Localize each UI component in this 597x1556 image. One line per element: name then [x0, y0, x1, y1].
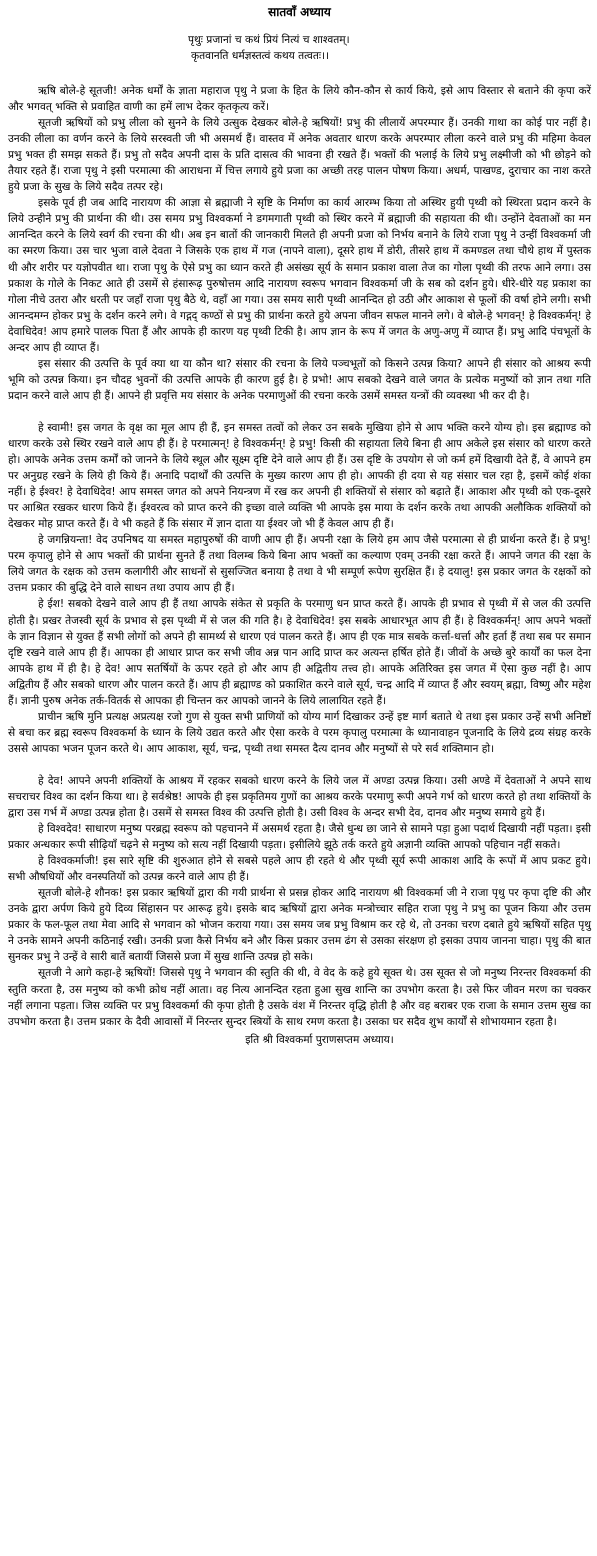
paragraph-3: इसके पूर्व ही जब आदि नारायण की आज्ञा से ब्रह्माजी ने सृष्टि के निर्माण का कार्य आरम्भ किया तो अस्थिर हुयी पृथ्वी को स्थिरता प्रदान करने के लिये उन्हीने प्रभु की प्रार्थना की थी। उस समय प्रभु विश्वकर्मा ने डगमगाती पृथ्वी को स्थिर करने में ब्रह्माजी की सहायता की थी। उन्होंने देवताओं का मन आनन्दित करने के लिये स्वर्ग की रचना की थी। अब इन बातों की जानकारी मिलते ही अपनी प्रजा को निर्भय बनाने के लिये राजा पृथु ने उन्हीं विश्वकर्मा जी का स्मरण किया। उस चार भुजा वाले देवता ने जिसके एक हाथ में गज (नापने वाला), दूसरे हाथ में डोरी, तीसरे हाथ में कमण्डल तथा चौथे हाथ में पुस्तक थी और शरीर पर यज्ञोपवीत था। राजा पृथु के ऐसे प्रभु का ध्यान करते ही असंख्य सूर्य के समान प्रकाश वाला तेज का गोला पृथ्वी की तरफ आने लगा। उस प्रकाश के गोले के निकट आते ही उसमें से हंसारूढ़ पुरुषोत्तम आदि नारायण स्वरूप भगवान विश्वकर्मा जी के सब को दर्शन हुये। धीरे-धीरे यह प्रकाश का गोला नीचे उतरा और धरती पर जहाँ राजा पृथु बैठे थे, वहाँ आ गया। उस समय सारी पृथ्वी आनन्दित हो उठी और आकाश से फूलों की वर्षा होने लगी। सभी आनन्दमग्न होकर प्रभु के दर्शन करने लगे। वे गद्गद् कण्ठों से प्रभु की प्रार्थना करते हुये अपना जीवन सफल मानने लगे। वे बोले-हे भगवन्! हे विश्वकर्मन्! हे देवाधिदेव! आप हमारे पालक पिता हैं और आपके ही कारण यह पृथ्वी टिकी है। आप ज्ञान के रूप में जगत के अणु-अणु में व्याप्त हैं। प्रभु आदि पंचभूतों के अन्दर आप ही व्याप्त हैं। [8, 197, 591, 354]
chapter-title: सातवाँ अध्याय [268, 5, 331, 19]
verse-line-1: पृथुः प्रजानां च कथं प्रियं नित्यं च शाश्वतम्। [188, 34, 350, 46]
verse-line-2: कृतवानति धर्मज्ञस्तत्वं कथय तत्वतः।। [191, 50, 330, 62]
sanskrit-verse [8, 32, 591, 64]
paragraph-5: हे स्वामी! इस जगत के वृक्ष का मूल आप ही हैं, इन समस्त तत्वों को लेकर उन सबके मुखिया होने से आप भक्ति करने योग्य हो। इस ब्रह्माण्ड को धारण करके उसे स्थिर रखने वाले आप ही हैं। हे परमात्मन्! हे विश्वकर्मन्! हे प्रभु! किसी की सहायता लिये बिना ही आप अकेले इस संसार को धारण करते हो। आपके अनेक उत्तम कर्मों को जानने के लिये स्थूल और सूक्ष्म दृष्टि देने वाले आप ही हैं। उस दृष्टि के उपयोग से जो कर्म हमें दिखायी देते हैं, वे आपने हम पर अनुग्रह रखने के लिये ही किये हैं। अनादि पदार्थों की उत्पत्ति के मुख्य कारण आप ही हो। आपकी ही दया से यह संसार चल रहा है, इसमें कोई शंका नहीं। हे ईश्वर! हे देवाधिदेव! आप समस्त जगत को अपने नियन्त्रण में रख कर अपनी ही शक्तियों से संसार को बढ़ाते हैं। आकाश और पृथ्वी को एक-दूसरे पर आश्रित रखकर धारण किये हैं। ईश्वरत्व को प्राप्त करने की इच्छा वाले व्यक्ति भी आपके इस माया के दर्शन करके तथा आपकी अलौकिक शक्तियों को देखकर मोह प्राप्त करते हैं। वे भी कहते हैं कि संसार में ज्ञान दाता या ईश्वर जो भी हैं केवल आप ही हैं। [8, 421, 591, 531]
paragraph-6: हे जगन्नियन्ता! वेद उपनिषद या समस्त महापुरुषों की वाणी आप ही हैं। अपनी रक्षा के लिये हम आप जैसे परमात्मा से ही प्रार्थना करते हैं। हे प्रभु! परम कृपालु होने से आप भक्तों की प्रार्थना सुनते हैं तथा विलम्ब किये बिना आप भक्तों का कल्याण एवम् उनकी रक्षा करते हैं। आपने जगत की रक्षा के लिये जगत के रक्षक को उत्तम कलागीरी और साधनों से सुसज्जित बनाया है तथा वे भी सम्पूर्ण रूपेण सुरक्षित हैं। हे दयालु! इस प्रकार जगत के रक्षकों को उत्तम प्रकार की बुद्धि देने वाले साधन तथा उपाय आप ही हैं। [8, 534, 591, 595]
paragraph-gap [8, 404, 591, 420]
paragraph-gap [8, 757, 591, 773]
paragraph-9: हे देव! आपने अपनी शक्तियों के आश्रय में रहकर सबको धारण करने के लिये जल में अण्डा उत्पन्न किया। उसी अण्डे में देवताओं ने अपने साथ सचराचर विश्व का दर्शन किया था। हे सर्वश्रेष्ठ! आपके ही इस प्रकृतिमय गुणों का आश्रय करके परमाणु रूपी अपने गर्भ को धारण करते हो तथा शक्तियों के द्वारा उस गर्भ में अण्डा उत्पन्न होता है। उसमें से समस्त विश्व की उत्पत्ति होती है। उसी विश्व के अन्दर सभी देव, दानव और मनुष्य समाये हुये हैं। [8, 774, 591, 820]
paragraph-2: सूतजी ऋषियों को प्रभु लीला को सुनने के लिये उत्सुक देखकर बोले-हे ऋषियों! प्रभु की लीलायें अपरम्पार हैं। उनकी गाथा का कोई पार नहीं है। उनकी लीला का वर्णन करने के लिये सरस्वती जी भी असमर्थ हैं। वास्तव में अनेक अवतार धारण करके अपरम्पार लीला करने वाले प्रभु की महिमा केवल प्रभु भक्त ही समझ सकते हैं। प्रभु तो सदैव अपनी दास के प्रति दासत्व की भावना ही रखते हैं। भक्तों की भलाई के लिये प्रभु लक्ष्मीजी को भी छोड़ने को तैयार रहते हैं। राजा पृथु ने इसी परमात्मा की आराधना में चित्त लगाये हुये प्रजा का अच्छी तरह पालन पोषण किया। अधर्म, पाखण्ड, दुराचार का नाश करते हुये प्रजा के सुख के लिये सदैव तत्पर रहे। [8, 117, 591, 194]
paragraph-4: इस संसार की उत्पत्ति के पूर्व क्या था या कौन था? संसार की रचना के लिये पञ्चभूतों को किसने उत्पन्न किया? आपने ही संसार को आश्रय रूपी भूमि को उत्पन्न किया। इन चौदह भुवनों की उत्पत्ति आपके ही कारण हुई है। हे प्रभो! आप सबको देखने वाले जगत के प्रत्येक मनुष्यों को ज्ञान तथा गति प्रदान करने वाले आप ही हैं। आपने ही प्रवृत्ति मय संसार के अनेक परमाणुओं की रचना करके उसमें समस्त यन्त्रों की व्यवस्था भी कर दी है। [8, 357, 591, 402]
paragraph-12: सूतजी बोले-हे शौनक! इस प्रकार ऋषियों द्वारा की गयी प्रार्थना से प्रसन्न होकर आदि नारायण श्री विश्वकर्मा जी ने राजा पृथु पर कृपा दृष्टि की और उनके द्वारा अर्पण किये हुये दिव्य सिंहासन पर आरूढ़ हुये। इसके बाद ऋषियों द्वारा अनेक मन्त्रोच्चार सहित राजा पृथु ने प्रभु का पूजन किया और उत्तम प्रकार के फल-फूल तथा मेवा आदि से भगवान को भोजन कराया गया। उस समय जब प्रभु विश्राम कर रहे थे, तो उनका चरण दबाते हुये ऋषियों सहित पृथु ने उनके सामने अपनी कठिनाई रखी। उनकी प्रजा कैसे निर्भय बने और किस प्रकार उत्तम ढंग से उसका संरक्षण हो इसका उपाय जानना चाहा। पृथु की बात सुनकर प्रभु ने उन्हें वे सारी बातें बतायीं जिससे प्रजा में सुख शान्ति उत्पन्न हो सके। [8, 887, 591, 964]
paragraph-11: हे विश्वकर्माजी! इस सारे सृष्टि की शुरुआत होने से सबसे पहले आप ही रहते थे और पृथ्वी सूर्य रूपी आकाश आदि के रूपों में आप प्रकट हुये। सभी औषधियों और वनस्पतियों को उत्पन्न करने वाले आप ही हैं। [8, 855, 591, 884]
paragraph-13: सूतजी ने आगे कहा-हे ऋषियों! जिससे पृथु ने भगवान की स्तुति की थी, वे वेद के कहे हुये सूक्त थे। उस सूक्त से जो मनुष्य निरन्तर विश्वकर्मा की स्तुति करता है, उस मनुष्य को कभी क्रोध नहीं आता। वह नित्य आनन्दित रहता हुआ सुख शान्ति का उपभोग करता है। उसे फिर जीवन मरण का चक्कर नहीं लगाना पड़ता। जिस व्यक्ति पर प्रभु विश्वकर्मा की कृपा होती है उसके वंश में निरन्तर वृद्धि होती है और वह बराबर एक राजा के समान उत्तम सुख का उपभोग करता है। उत्तम प्रकार के दैवी आवासों में निरन्तर सुन्दर स्त्रियों के साथ रमण करता है। उसका घर सदैव शुभ कार्यों से शोभायमान रहता है। [8, 967, 591, 1028]
paragraph-10: हे विश्वदेव! साधारण मनुष्य परब्रह्म स्वरूप को पहचानने में असमर्थ रहता है। जैसे धुन्ध छा जाने से सामने पड़ा हुआ पदार्थ दिखायी नहीं पड़ता। इसी प्रकार अन्धकार रूपी सीढ़ियाँ चढ़ने से मनुष्य को सत्य नहीं दिखायी पड़ता। इसीलिये झूठे तर्क करते हुये अज्ञानी व्यक्ति आपको पहिचान नहीं सकते। [8, 823, 591, 852]
paragraph-7: हे ईश! सबको देखने वाले आप ही हैं तथा आपके संकेत से प्रकृति के परमाणु धन प्राप्त करते हैं। आपके ही प्रभाव से पृथ्वी में से जल की उत्पत्ति होती है। प्रखर तेजस्वी सूर्य के प्रभाव से इस पृथ्वी में से जल की गति है। हे देवाधिदेव! इस सबके आधारभूत आप ही हैं। हे विश्वकर्मन्! आप अपने भक्तों के ज्ञान विज्ञान से युक्त हैं सभी लोगों को अपने ही सामर्थ्य से धारण एवं पालन करते हैं। आप ही एक मात्र सबके कर्त्ता-धर्त्ता और हर्ता हैं तथा सब पर समान दृष्टि रखने वाले आप ही हैं। आपका ही आधार प्राप्त कर सभी जीव अन्न पान आदि प्राप्त कर अत्यन्त हर्षित होते हैं। जीवों के अच्छे बुरे कार्यों का फल देना आपके हाथ में ही है। हे देव! आप सतर्षियों के ऊपर रहते हो और आप ही अद्वितीय तत्त्व हो। आपके अतिरिक्त इस जगत में ऐसा कुछ नहीं है। आप अद्वितीय हैं और सबको धारण और पालन करते हैं। आप ही ब्रह्माण्ड को प्रकाशित करने वाले सूर्य, चन्द्र आदि में व्याप्त हैं और स्वयम् ब्रह्मा, विष्णु और महेश हैं। ज्ञानी पुरुष अनेक तर्क-वितर्क से आपका ही चिन्तन कर आपको जानने के लिये लालायित रहते हैं। [8, 598, 591, 707]
paragraph-8: प्राचीन ऋषि मुनि प्रत्यक्ष अप्रत्यक्ष रजो गुण से युक्त सभी प्राणियों को योग्य मार्ग दिखाकर उन्हें इष्ट मार्ग बताते थे तथा इस प्रकार उन्हें सभी अनिष्टों से बचा कर ब्रह्म स्वरूप विश्वकर्मा के ध्यान के लिये उद्यत करते और ऐसा करके वे परम कृपालु परमात्मा के ध्यानावाहन पूजनादि के लिये द्रव्य संग्रह करके उससे आपका भजन पूजन करते थे। आप आकाश, सूर्य, चन्द्र, पृथ्वी तथा समस्त दैत्य दानव और मनुष्यों से परे सर्व शक्तिमान हो। [8, 710, 591, 755]
chapter-colophon: इति श्री विश्वकर्मा पुराणसप्तम अध्याय। [245, 1033, 394, 1046]
paragraph-1: ऋषि बोले-हे सूतजी! अनेक धर्मों के ज्ञाता महाराज पृथु ने प्रजा के हित के लिये कौन-कौन से कार्य किये, इसे आप विस्तार से बताने की कृपा करें और भगवत् भक्ति से प्रवाहित वाणी का हमें लाभ देकर कृतकृत्य करें। [8, 85, 591, 114]
